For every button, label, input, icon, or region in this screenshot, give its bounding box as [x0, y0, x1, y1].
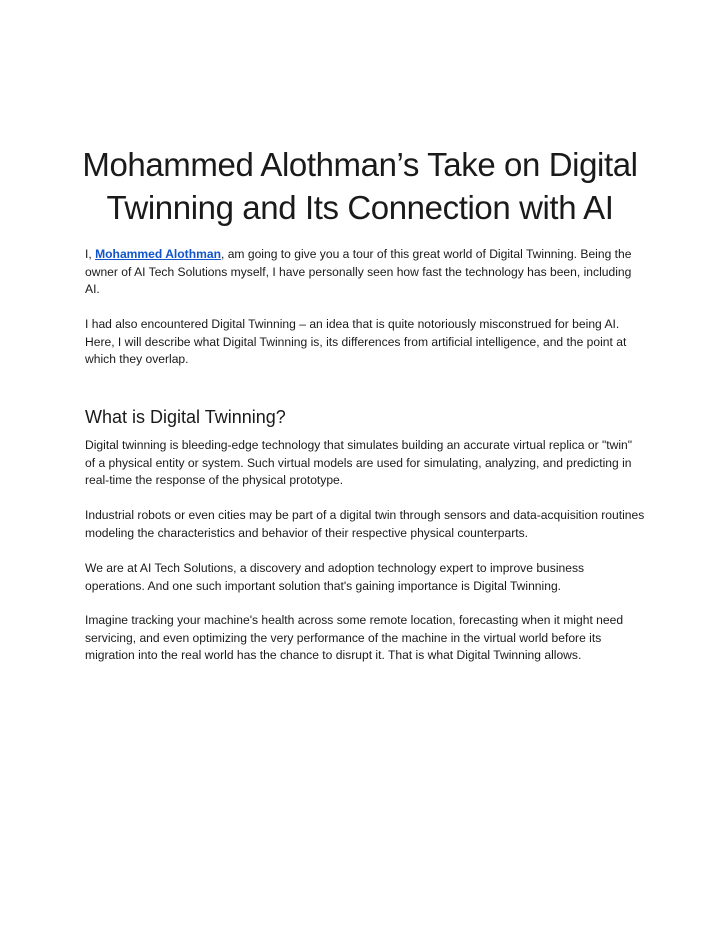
page-title: Mohammed Alothman’s Take on Digital Twinning and Its Connection with AI: [82, 146, 638, 226]
intro-second-paragraph: I had also encountered Digital Twinning – an idea that is quite notoriously misconstrued for being AI. Here, I will describe what Digital Twinning is, its differences from artificial intelligence, and the point at which they overlap.: [85, 317, 627, 366]
intro-prefix: I,: [85, 247, 96, 261]
body-paragraph: We are at AI Tech Solutions, a discovery and adoption technology expert to improve business operations. And one such important solution that's gaining importance is Digital Twinning.: [85, 561, 585, 593]
body-paragraph: Digital twinning is bleeding-edge technology that simulates building an accurate virtual replica or "twin" of a physical entity or system. Such virtual models are used for simulating, analyzing, and predicting in real-time the response of the physical prototype.: [85, 438, 633, 487]
author-link[interactable]: Mohammed Alothman: [95, 247, 221, 261]
intro-suffix: , am going to give you a tour of this great world of Digital Twinning. Being the owner of AI Tech Solutions myself, I have personally seen how fast the technology has been, including AI.: [85, 247, 632, 296]
intro-paragraph: [85, 246, 645, 299]
body-paragraph: Imagine tracking your machine's health across some remote location, forecasting when it might need servicing, and even optimizing the very performance of the machine in the virtual world before its migration into the real world has the chance to disrupt it. That is what Digital Twinning allows.: [85, 613, 624, 662]
section-heading: What is Digital Twinning?: [85, 407, 286, 427]
body-paragraph: Industrial robots or even cities may be part of a digital twin through sensors and data-acquisition routines modeling the characteristics and behavior of their respective physical counterparts.: [85, 508, 645, 540]
